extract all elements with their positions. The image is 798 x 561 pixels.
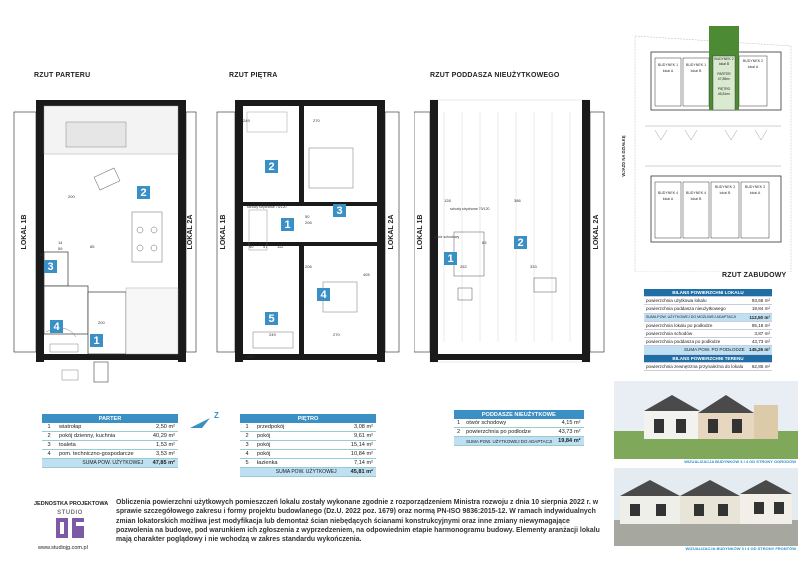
svg-text:14: 14 — [58, 240, 63, 245]
parter-lokal-1b: LOKAL 1B — [21, 214, 28, 250]
svg-text:schody strychowe 70/120: schody strychowe 70/120 — [450, 207, 490, 211]
svg-text:85: 85 — [90, 244, 95, 249]
zabudowy-title: RZUT ZABUDOWY — [722, 272, 787, 279]
svg-text:lokal B: lokal B — [690, 69, 702, 73]
svg-text:333: 333 — [530, 264, 537, 269]
svg-text:292: 292 — [247, 354, 254, 359]
svg-text:schody strychowe 70/120: schody strychowe 70/120 — [247, 205, 287, 209]
svg-text:lokal A: lokal A — [662, 69, 674, 73]
svg-text:lokal A: lokal A — [749, 191, 761, 195]
table-row: powierzchnia lokalu po podłodze 95,18 m² — [646, 322, 770, 328]
svg-text:lokal B: lokal B — [719, 191, 731, 195]
pietro-room-4: 4 — [320, 289, 327, 301]
poddasze-title: RZUT PODDASZA NIEUŻYTKOWEGO — [430, 72, 560, 79]
table-row: 3 toaleta 1,53 m² — [42, 441, 178, 450]
svg-text:lokal B: lokal B — [718, 62, 730, 66]
poddasze-table-header: PODDASZE NIEUŻYTKOWE — [454, 410, 584, 419]
parter-plan — [6, 92, 202, 388]
pietro-plan — [213, 92, 409, 388]
table-row: SUMA POW. PO PODŁODZE 145,26 m² — [644, 346, 772, 354]
svg-text:Z: Z — [214, 411, 219, 420]
svg-text:405: 405 — [363, 272, 370, 277]
table-row: 3 pokój 15,14 m² — [240, 441, 376, 450]
parter-sum-value: 47,85 m² — [146, 459, 178, 468]
parter-room-3: 3 — [47, 261, 54, 273]
poddasze-lokal-2a: LOKAL 2A — [593, 214, 600, 250]
poddasze-sum-label: SUMA POW. UŻYTKOWEJ DO ADAPTACJI — [463, 437, 555, 446]
parter-room-2: 2 — [140, 187, 147, 199]
studio-logo — [52, 510, 88, 544]
poddasze-lokal-1b: LOKAL 1B — [417, 214, 424, 250]
table-row: 2 pokój dzienny, kuchnia 40,29 m² — [42, 432, 178, 441]
pietro-table-header: PIĘTRO — [240, 414, 376, 423]
north-arrow-icon — [188, 408, 228, 432]
parter-sum-label: SUMA POW. UŻYTKOWEJ — [56, 459, 146, 468]
bilans-table — [644, 289, 772, 371]
logo-title: JEDNOSTKA PROJEKTOWA — [34, 501, 109, 507]
svg-text:270: 270 — [333, 332, 340, 337]
pietro-room-2: 2 — [268, 161, 275, 173]
render-fronts — [614, 468, 798, 546]
table-row: powierzchnia poddasza po podłodze 43,73 m² — [646, 339, 770, 345]
table-row: 2 powierzchnia po podłodze 43,73 m² — [454, 428, 584, 437]
pietro-sum-label: SUMA POW. UŻYTKOWEJ — [254, 468, 340, 477]
svg-text:90: 90 — [249, 244, 254, 249]
table-row: 5 łazienka 7,14 m² — [240, 459, 376, 468]
svg-text:252: 252 — [460, 264, 467, 269]
site-b3b: BUDYNEK 3 — [714, 185, 736, 189]
svg-text:lokal A: lokal A — [747, 65, 759, 69]
site-b2b: BUDYNEK 2 — [714, 57, 734, 61]
table-row: 4 pom. techniczno-gospodarcze 3,53 m² — [42, 450, 178, 459]
logo-studio: STUDIO — [57, 510, 83, 516]
table-row: powierzchnia poddasza nieużytkowego 19,84 m² — [646, 306, 770, 312]
bilans-lokal-header: BILANS POWIERZCHNI LOKALU — [644, 289, 772, 297]
svg-text:386: 386 — [514, 198, 521, 203]
parter-lokal-2a: LOKAL 2A — [187, 214, 194, 250]
svg-text:206: 206 — [305, 220, 312, 225]
poddasze-table — [454, 410, 584, 446]
logo-url[interactable]: www.studiojg.com.pl — [38, 545, 88, 551]
pietro-lokal-1b: LOKAL 1B — [220, 214, 227, 250]
pietro-room-3: 3 — [336, 205, 343, 217]
svg-text:249: 249 — [243, 118, 250, 123]
render-caption-2: WIZUALIZACJA BUDYNKÓW 3 I 4 OD STRONY FRONTÓW — [685, 546, 796, 551]
parter-room-4: 4 — [53, 321, 60, 333]
svg-text:lokal A: lokal A — [662, 197, 674, 201]
table-row: 1 wiatrołap 2,50 m² — [42, 423, 178, 432]
table-row: powierzchnia zewnętrzna przynależna do lokalu 62,85 m² — [646, 363, 770, 369]
pietro-room-1: 1 — [284, 219, 291, 231]
site-parter: PARTER — [717, 72, 731, 76]
svg-text:47: 47 — [263, 244, 268, 249]
site-pietro: PIĘTRO — [717, 87, 731, 91]
poddasze-sum-value: 19,84 m² — [555, 437, 583, 446]
render-caption-1: WIZUALIZACJA BUDYNKÓW 3 I 4 OD STRONY OGRODÓW — [684, 459, 796, 464]
svg-text:63: 63 — [482, 240, 487, 245]
site-parter-area: 47,85m² — [717, 77, 731, 81]
svg-text:270: 270 — [313, 118, 320, 123]
pietro-lokal-2a: LOKAL 2A — [388, 214, 395, 250]
svg-text:128: 128 — [444, 198, 451, 203]
svg-text:206: 206 — [305, 264, 312, 269]
site-pietro-area: 45,81m² — [717, 92, 731, 96]
svg-text:81: 81 — [40, 252, 45, 257]
pietro-room-5: 5 — [268, 313, 275, 325]
parter-table — [42, 414, 178, 468]
table-row: 1 przedpokój 3,08 m² — [240, 423, 376, 432]
table-row: powierzchnia schodów 3,87 m² — [646, 331, 770, 337]
svg-text:50: 50 — [305, 214, 310, 219]
render-gardens — [614, 381, 798, 459]
site-b4b: BUDYNEK 4 — [685, 191, 707, 195]
pietro-title: RZUT PIĘTRA — [229, 72, 278, 79]
svg-text:200: 200 — [98, 320, 105, 325]
site-b2a: BUDYNEK 2 — [742, 59, 764, 63]
site-b1a: BUDYNEK 1 — [657, 63, 679, 67]
table-row: SUMA POW. UŻYTKOWEJ DO MOŻLIWEJ ADAPTACJI 113,50 m² — [646, 314, 770, 320]
pietro-table — [240, 414, 376, 477]
site-wjazd: WJAZD NA DZIAŁKĘ — [621, 135, 626, 177]
svg-text:200: 200 — [68, 194, 75, 199]
site-b4a: BUDYNEK 4 — [657, 191, 679, 195]
poddasze-plan — [414, 92, 610, 388]
table-row: 4 pokój 10,84 m² — [240, 450, 376, 459]
svg-text:otwór schodowy: otwór schodowy — [434, 235, 460, 239]
site-b3a: BUDYNEK 3 — [744, 185, 766, 189]
svg-text:249: 249 — [269, 332, 276, 337]
parter-table-header: PARTER — [42, 414, 178, 423]
table-row: 2 pokój 9,61 m² — [240, 432, 376, 441]
site-plan — [615, 26, 795, 272]
site-b1b: BUDYNEK 1 — [685, 63, 707, 67]
table-row: 1 otwór schodowy 4,15 m² — [454, 419, 584, 428]
poddasze-room-1: 1 — [447, 253, 454, 265]
svg-text:lokal B: lokal B — [690, 197, 702, 201]
svg-text:59: 59 — [58, 246, 63, 251]
parter-room-1: 1 — [93, 335, 100, 347]
table-row: powierzchnia użytkowa lokalu 93,66 m² — [646, 298, 770, 304]
parter-title: RZUT PARTERU — [34, 72, 91, 79]
svg-text:112: 112 — [277, 244, 284, 249]
pietro-sum-value: 45,81 m² — [340, 468, 376, 477]
poddasze-room-2: 2 — [517, 237, 524, 249]
bilans-teren-header: BILANS POWIERZCHNI TERENU — [644, 354, 772, 362]
logo-mark-icon — [52, 516, 88, 540]
description-text: Obliczenia powierzchni użytkowych pomieszczeń lokalu zostały wykonane zgodnie z rozporządzeniem Ministra rozwoju z dnia 10 sierpnia 2022 r. w sprawie szczegółowego zakresu i formy projektu budowlanego (Dz.U. 2022 poz. 1679) oraz normą PN-ISO 9836:2015-12. W ramach indywidualnych zmian lokatorskich możliwa jest modyfikacja lub demontaż ścian niebędących ścianami konstrukcyjnymi oraz inne zmiany niewymagające pozwolenia na budowę, pod warunkiem ich zgłoszenia z wyprzedzeniem, na odpowiednim etapie harmonogramu budowy. Elementy aranżacji lokalu mają charakter poglądowy i nie wchodzą w zakres standardu wykończenia. — [116, 499, 600, 544]
